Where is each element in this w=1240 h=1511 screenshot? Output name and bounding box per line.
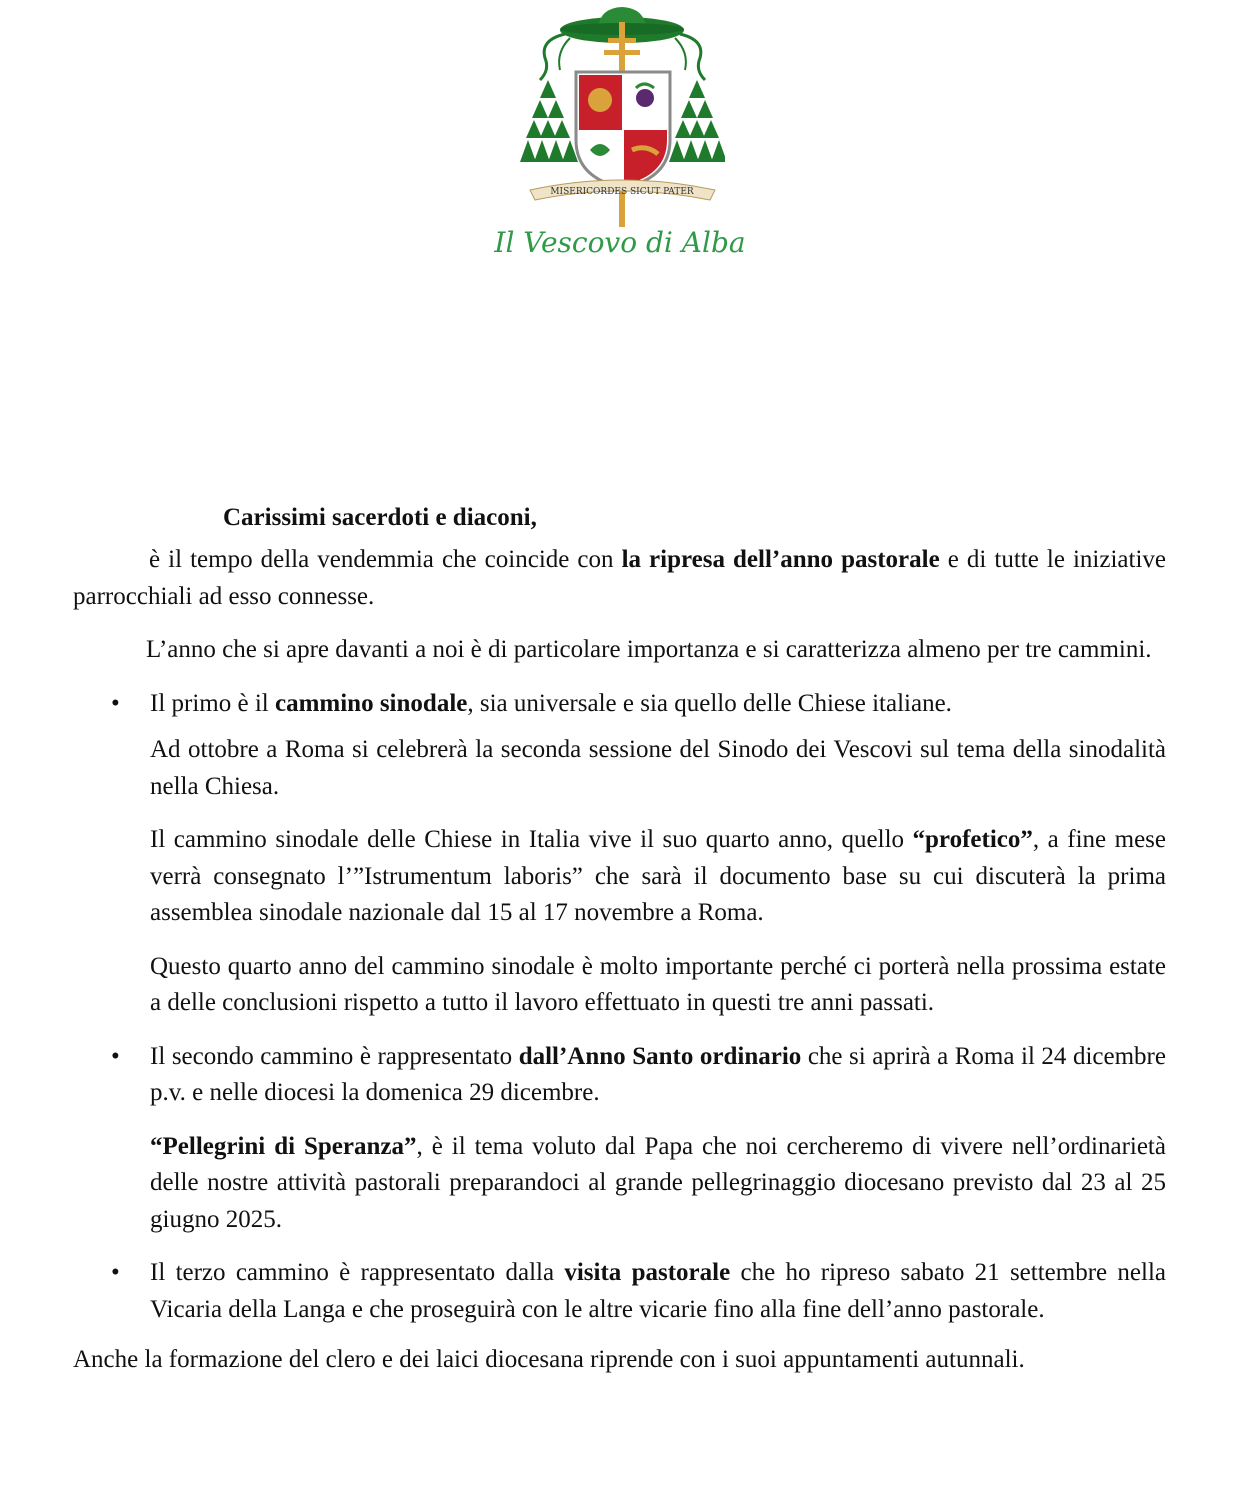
salutation: Carissimi sacerdoti e diaconi, — [223, 504, 537, 531]
list-item-first-path: • Il primo è il cammino sinodale, sia universale e sia quello delle Chiese italiane. Ad ottobre a Roma si celebrerà la seconda sessione del Sinodo dei Vescovi sul tema della sinodalità nella Chiesa. Il cammino sinodale delle Chiese in Italia vive il suo quarto anno, quello “profetico”, a fine mese verrà consegnato l’”Istrumentum laboris” che sarà il documento base su cui discuterà la prima assemblea sinodale nazionale dal 15 al 17 novembre a Roma. Questo quarto anno del cammino sinodale è molto importante perché ci porterà nella prossima estate a delle conclusioni rispetto a tutto il lavoro effettuato in questi tre anni passati. — [73, 686, 1166, 1022]
bullet-marker: • — [111, 1042, 120, 1070]
list-item-third-path: • Il terzo cammino è rappresentato dalla visita pastorale che ho ripreso sabato 21 settembre nella Vicaria della Langa e che proseguirà con le altre vicarie fino alla fine dell’anno pastorale. — [73, 1255, 1166, 1328]
second-path-detail: “Pellegrini di Speranza”, è il tema voluto dal Papa che noi cercheremo di vivere nell’ordinarietà delle nostre attività pastorali preparandoci al grande pellegrinaggio diocesano previsto dal 23 al 25 giugno 2025. — [150, 1132, 1166, 1233]
crest-motto: MISERICORDES SICUT PATER — [550, 187, 694, 197]
first-path-detail-1: Ad ottobre a Roma si celebrerà la seconda sessione del Sinodo dei Vescovi sul tema della sinodalità nella Chiesa. — [150, 736, 1166, 800]
paragraph-2: L’anno che si apre davanti a noi è di particolare importanza e si caratterizza almeno per tre cammini. — [146, 636, 1152, 663]
letter-body — [73, 500, 1166, 1379]
paragraph-1: è il tempo della vendemmia che coincide con la ripresa dell’anno pastorale e di tutte le iniziative parrocchiali ad esso connesse. — [73, 546, 1166, 610]
letterhead — [0, 0, 1240, 275]
first-path-detail-2: Il cammino sinodale delle Chiese in Italia vive il suo quarto anno, quello “profetico”, a fine mese verrà consegnato l’”Istrumentum laboris” che sarà il documento base su cui discuterà la prima assemblea sinodale nazionale dal 15 al 17 novembre a Roma. — [150, 826, 1166, 926]
list-item-second-path: • Il secondo cammino è rappresentato dall’Anno Santo ordinario che si aprirà a Roma il 24 dicembre p.v. e nelle diocesi la domenica 29 dicembre. “Pellegrini di Speranza”, è il tema voluto dal Papa che noi cercheremo di vivere nell’ordinarietà delle nostre attività pastorali preparandoci al grande pellegrinaggio diocesano previsto dal 23 al 25 giugno 2025. — [73, 1039, 1166, 1239]
bullet-marker: • — [111, 689, 120, 717]
bullet-marker: • — [111, 1259, 120, 1286]
bishop-signature: Il Vescovo di Alba — [494, 226, 746, 259]
paragraph-3: Anche la formazione del clero e dei laici diocesana riprende con i suoi appuntamenti autunnali. — [73, 1346, 1025, 1373]
episcopal-coat-of-arms — [520, 0, 725, 232]
first-path-detail-3: Questo quarto anno del cammino sinodale è molto importante perché ci porterà nella prossima estate a delle conclusioni rispetto a tutto il lavoro effettuato in questi tre anni passati. — [150, 952, 1166, 1016]
